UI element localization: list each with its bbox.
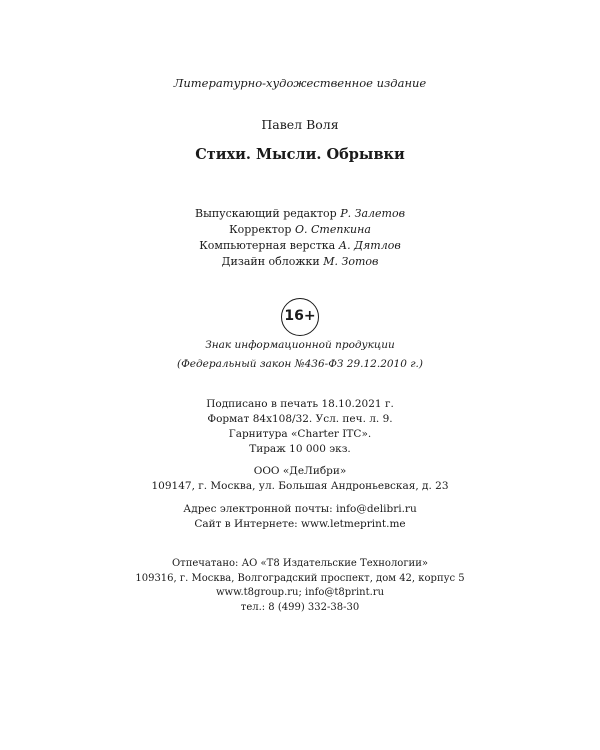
printer-line: 109316, г. Москва, Волгоградский проспект, дом 42, корпус 5 bbox=[135, 572, 465, 584]
author-name: Павел Воля bbox=[261, 117, 339, 132]
credit-row bbox=[0, 206, 600, 222]
age-rating-badge: 16+ bbox=[281, 298, 319, 336]
credit-role: Выпускающий редактор bbox=[195, 207, 337, 220]
credit-row bbox=[0, 254, 600, 270]
credit-name: А. Дятлов bbox=[338, 239, 401, 252]
print-info-line: Тираж 10 000 экз. bbox=[249, 443, 351, 455]
printer-line: Отпечатано: АО «Т8 Издательские Технологии» bbox=[171, 558, 429, 569]
print-info bbox=[0, 397, 600, 457]
printer-line: www.t8group.ru; info@t8print.ru bbox=[215, 587, 385, 598]
publisher-line: ООО «ДеЛибри» bbox=[253, 465, 347, 477]
genre-label: Литературно-художественное издание bbox=[173, 76, 427, 90]
credit-name: О. Степкина bbox=[294, 223, 371, 236]
credit-role: Дизайн обложки bbox=[221, 255, 320, 268]
print-info-line: Гарнитура «Charter ITC». bbox=[228, 428, 372, 440]
age-rating-label: Знак информационной продукции bbox=[205, 339, 395, 351]
credits-list bbox=[0, 206, 600, 270]
print-info-line: Формат 84x108/32. Усл. печ. л. 9. bbox=[207, 413, 393, 425]
credit-name: Р. Залетов bbox=[340, 207, 405, 220]
credit-row bbox=[0, 222, 600, 238]
contact-line: Сайт в Интернете: www.letmeprint.me bbox=[194, 518, 406, 530]
publisher-info bbox=[0, 464, 600, 494]
contact-info bbox=[0, 502, 600, 532]
credit-name: М. Зотов bbox=[323, 255, 379, 268]
age-rating-law: (Федеральный закон №436-ФЗ 29.12.2010 г.) bbox=[177, 358, 423, 370]
credit-role: Компьютерная верстка bbox=[199, 239, 336, 252]
printer-line: тел.: 8 (499) 332-38-30 bbox=[240, 601, 360, 613]
publisher-line: 109147, г. Москва, ул. Большая Андроньевская, д. 23 bbox=[151, 480, 449, 492]
credit-role: Корректор bbox=[229, 223, 292, 236]
printer-info bbox=[0, 557, 600, 615]
contact-line: Адрес электронной почты: info@delibri.ru bbox=[183, 503, 417, 515]
credit-row bbox=[0, 238, 600, 254]
print-info-line: Подписано в печать 18.10.2021 г. bbox=[206, 398, 394, 410]
book-title: Стихи. Мысли. Обрывки bbox=[195, 146, 405, 163]
